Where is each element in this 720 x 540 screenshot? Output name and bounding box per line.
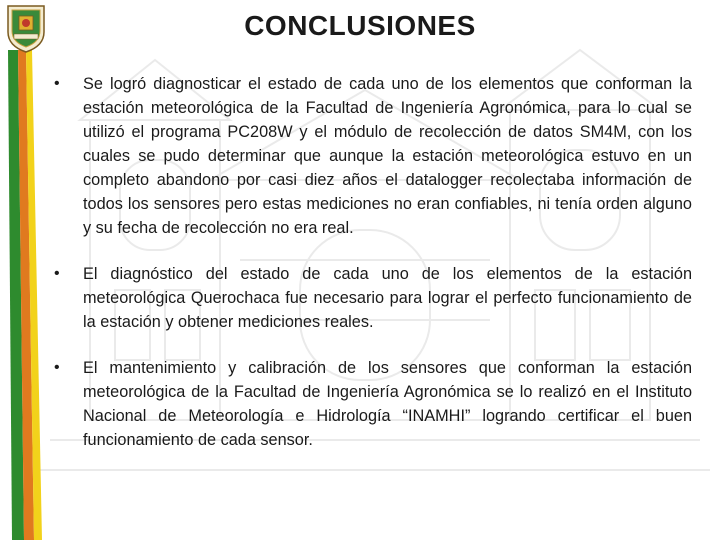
list-item xyxy=(52,356,692,452)
list-item xyxy=(52,262,692,334)
bullet-text: El mantenimiento y calibración de los sensores que conforman la estación meteorológica de la Facultad de Ingeniería Agronómica se lo realizó en el Instituto Nacional de Meteorología e Hidrología “INAMHI” logrando certificar el buen funcionamiento de cada sensor. xyxy=(83,359,692,449)
slide-title: CONCLUSIONES xyxy=(244,10,476,41)
conclusions-list xyxy=(52,72,692,474)
bullet-marker: • xyxy=(54,359,60,376)
bullet-text: El diagnóstico del estado de cada uno de los elementos de la estación meteorológica Querochaca fue necesario para lograr el perfecto funcionamiento de la estación y obtener mediciones reales. xyxy=(83,265,692,331)
left-decorative-stripes xyxy=(8,50,42,540)
bullet-marker: • xyxy=(54,265,60,282)
list-item xyxy=(52,72,692,240)
bullet-text: Se logró diagnosticar el estado de cada uno de los elementos que conforman la estación meteorológica de la Facultad de Ingeniería Agronómica, para lo cual se utilizó el programa PC208W y el módulo de recolección de datos SM4M, con los cuales se pudo determinar que aunque la estación meteorológica estuvo en un completo abandono por casi diez años el datalogger recolectaba información de todos los sensores pero estas mediciones no eran confiables, ni tenía orden alguno y su fecha de recolección no era real. xyxy=(83,75,692,237)
bullet-marker: • xyxy=(54,75,60,92)
